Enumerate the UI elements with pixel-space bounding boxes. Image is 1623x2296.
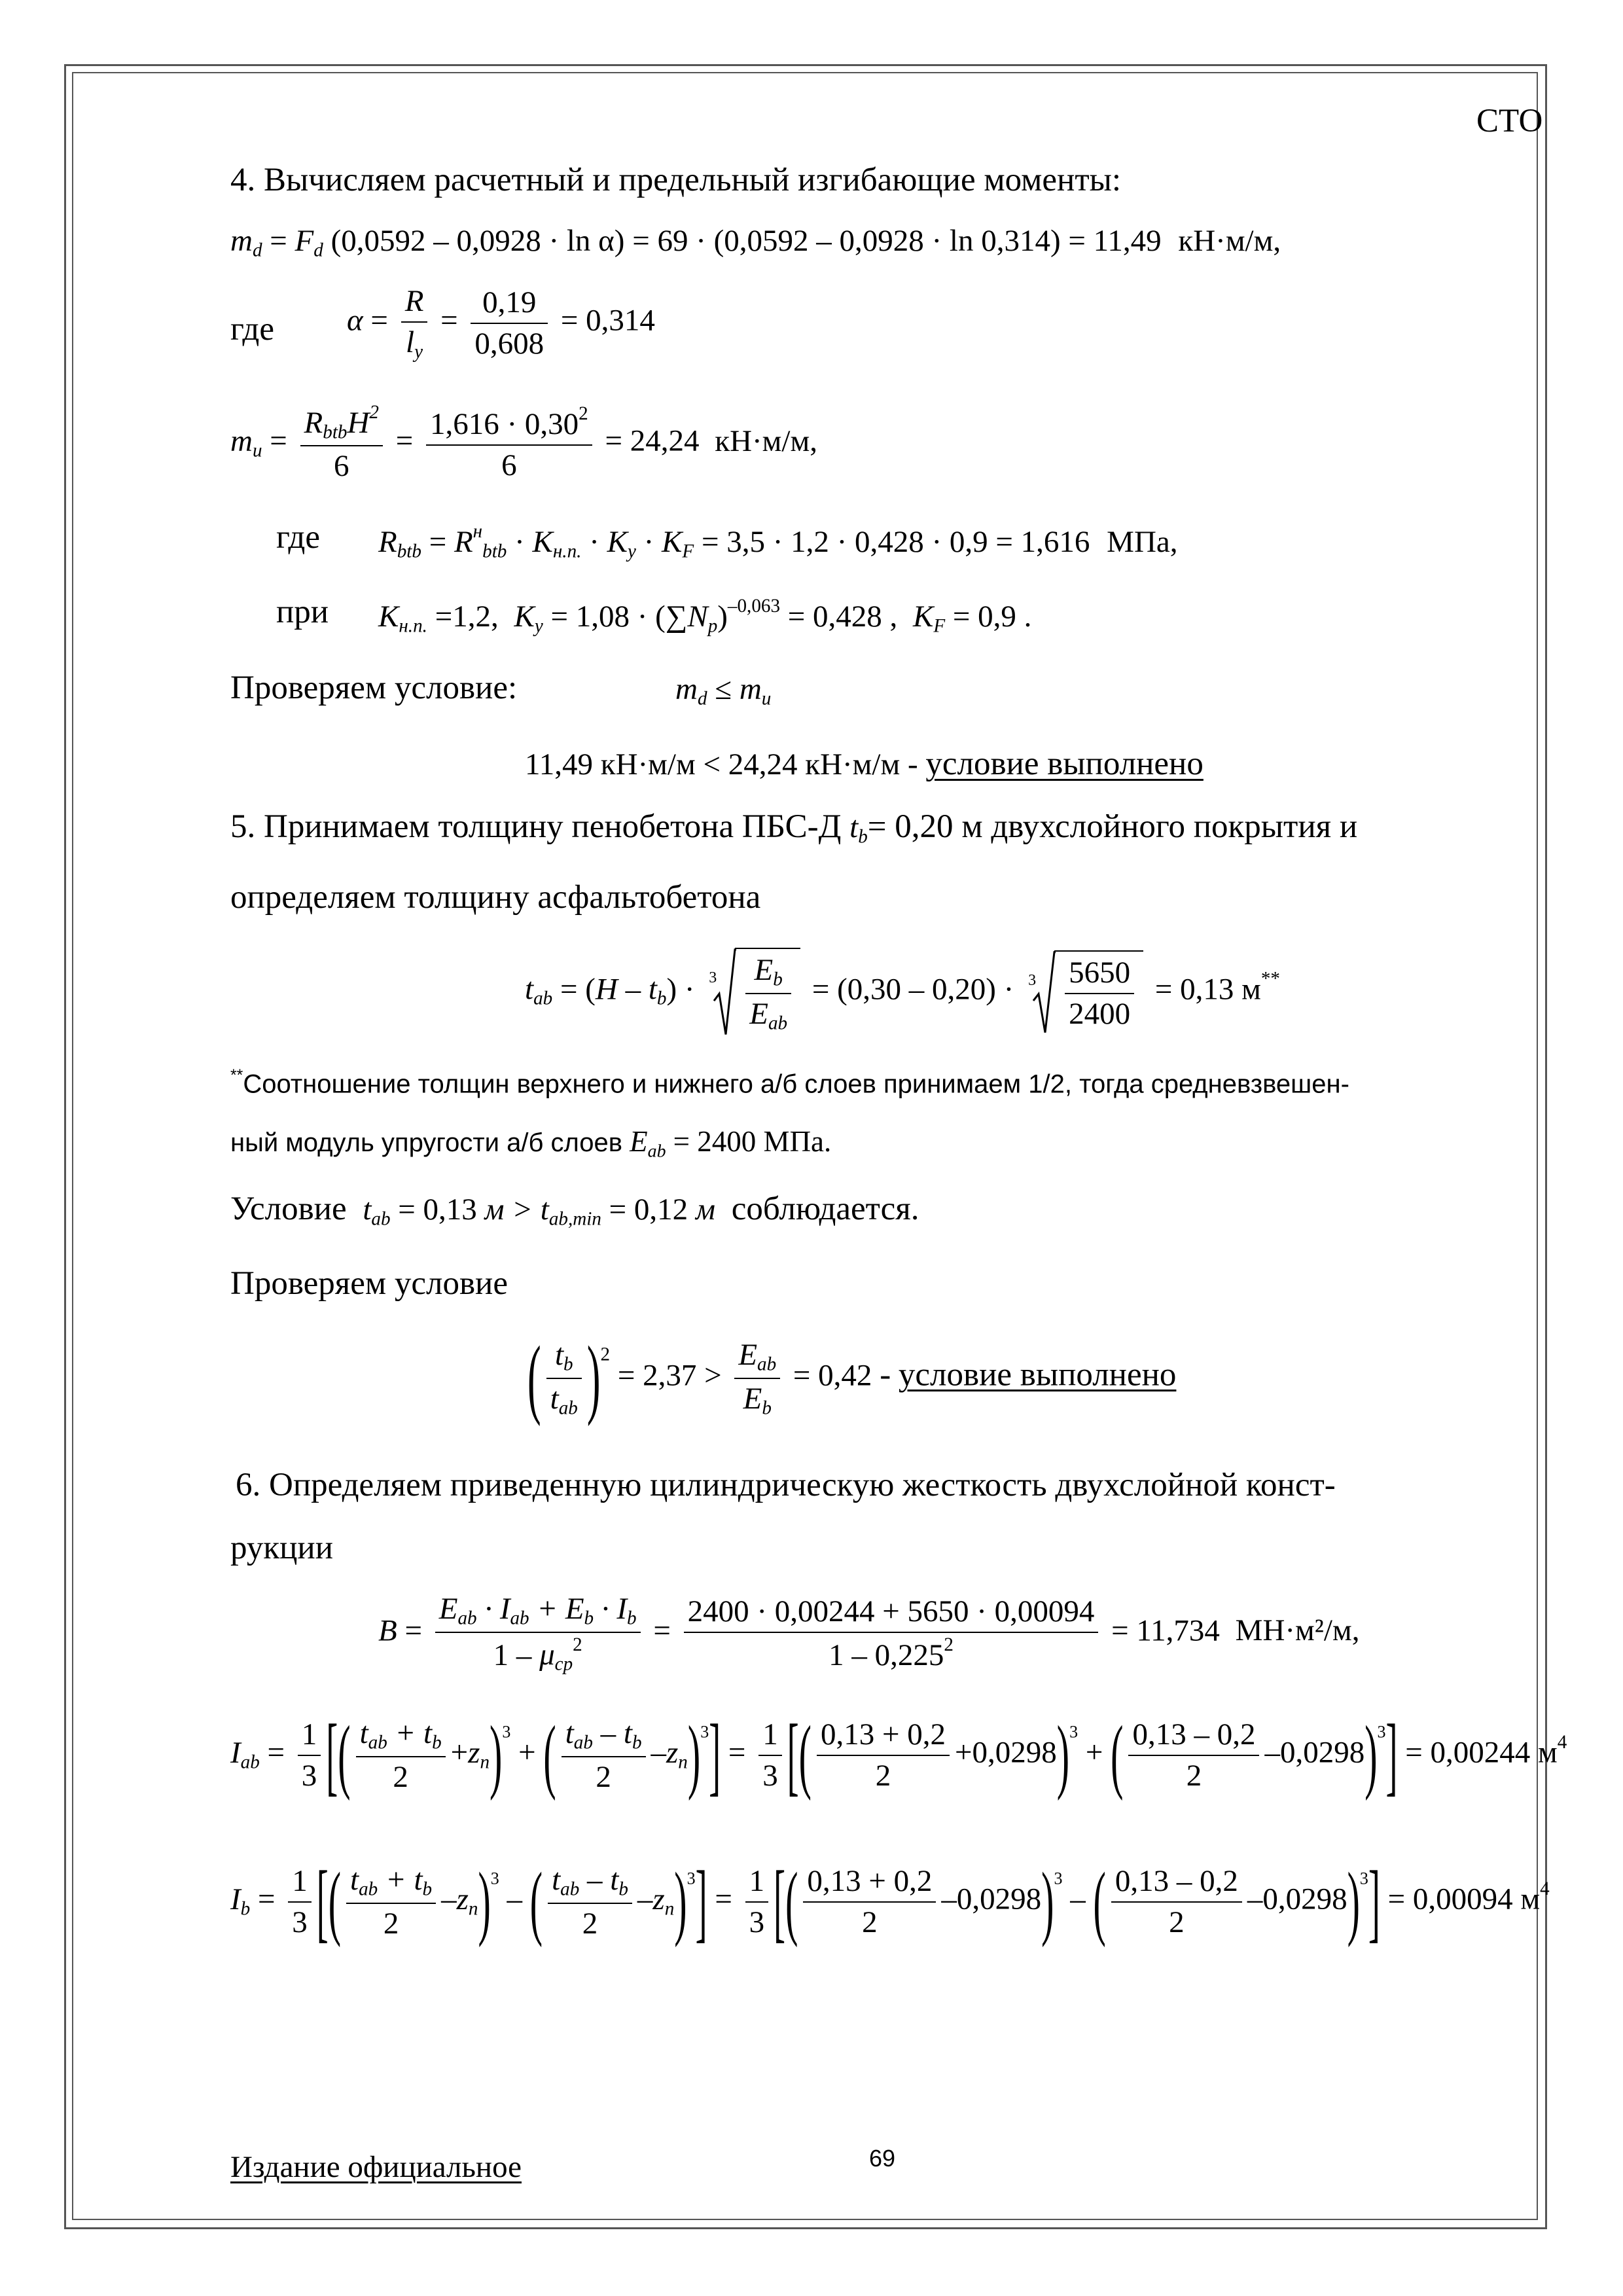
check-result-1: 11,49 кН·м/м < 24,24 кН·м/м - условие выполнено: [525, 745, 1204, 782]
step5-line1: 5. Принимаем толщину пенобетона ПБС-Д $t_b= 0,20$ м двухслойного покрытия и: [230, 808, 1358, 848]
condition-line: Условие $t_{ab} = 0,13$ $м > t_{ab,min} = 0,12$ м соблюдается.: [230, 1191, 919, 1230]
tab-formula: $t_{ab} = (H - t_b)$ · 3 $\frac{E_b}{E_{ab}}$ = (0,30 – 0,20) · 3 $\frac{5650}{2400}$ = 0,13 м**: [525, 948, 1280, 1036]
iab-formula: $I_{ab}$ = $\frac{1}{3}$ [( $\frac{t_{ab} + t_b}{2}$ $+z_n)^3$ + ( $\frac{t_{ab} - t_b}{2}$ $-z_n)^3$] = $\frac{1}{3}$ [( $\frac{0,13 + 0,2}{2}$ +0,0298)$^3$ + ( $\frac{0,13 - 0,2}{2}$ –0,0298)$^3$] = 0,00244 $м^4$: [230, 1706, 1567, 1804]
where-label-1: где: [230, 311, 274, 348]
at-label: при: [276, 594, 329, 630]
ib-formula: $I_b$ = $\frac{1}{3}$ [( $\frac{t_{ab} + t_b}{2}$ $-z_n)^3$ – ( $\frac{t_{ab} - t_b}{2}$ $-z_n)^3$] = $\frac{1}{3}$ [( $\frac{0,13 + 0,2}{2}$ –0,0298)$^3$ – ( $\frac{0,13 - 0,2}{2}$ –0,0298)$^3$] = 0,00094 $м^4$: [230, 1852, 1550, 1951]
header-code: СТО: [1476, 103, 1543, 139]
step6-line2: рукции: [230, 1530, 333, 1566]
step4-heading: 4. Вычисляем расчетный и предельный изгибающие моменты:: [230, 162, 1122, 198]
coefficients: $K_{н.п.} =1,2$, $K_y = 1,08 \cdot (\sum N_p)^{-0,063} = 0,428$ , $K_F = 0,9$ .: [378, 596, 1032, 637]
footnote-line1: **Соотношение толщин верхнего и нижнего а/б слоев принимаем 1/2, тогда средневзвешен-: [230, 1067, 1349, 1099]
alpha-formula: α = $\frac{R}{l_y}$ = $\frac{0,19}{0,608}$ = 0,314: [347, 281, 655, 365]
md-formula: $m_d = F_d$ (0,0592 – 0,0928 · ln α) = 69 · (0,0592 – 0,0928 · ln 0,314) = 11,49 кН·м/м,: [230, 224, 1281, 261]
check-label-1: Проверяем условие:: [230, 670, 518, 706]
condition-status-1: условие выполнено: [925, 745, 1204, 782]
ratio-check-formula: ( $\frac{t_b}{t_{ab}}$ )$^2$ = 2,37 > $\frac{E_{ab}}{E_b}$ = 0,42 - условие выполнено: [527, 1329, 1177, 1427]
step6-line1: 6. Определяем приведенную цилиндрическую жесткость двухслойной конст-: [236, 1467, 1336, 1503]
where-label-2: где: [276, 519, 320, 556]
page-number: 69: [869, 2145, 896, 2172]
check-label-2: Проверяем условие: [230, 1265, 508, 1302]
condition-md-mu: $m_d \le m_u$: [675, 672, 772, 709]
footnote-line2: ный модуль упругости а/б слоев $E_{ab} = 2400$ МПа.: [230, 1125, 832, 1162]
condition-status-2: условие выполнено: [898, 1356, 1177, 1393]
rbtb-formula: $R_{btb} = R^н_{btb} \cdot K_{н.п.} \cdot K_y \cdot K_F = 3,5 \cdot 1,2 \cdot 0,428 \cdot 0,9 = 1,616$ МПа,: [378, 521, 1178, 562]
step5-line2: определяем толщину асфальтобетона: [230, 879, 761, 916]
b-formula: B = $\frac{E_{ab} \cdot I_{ab} + E_b \cdot I_b}{1 - \mu_{cp}^2}$ = $\frac{2400 \cdot 0,00244 + 5650 \cdot 0,00094}{1 - 0,225^2}$ = 11,734 МН·м²/м,: [378, 1589, 1359, 1677]
mu-formula: $m_u$ = $\frac{R_{btb}H^2}{6}$ = $\frac{1,616 \cdot 0,30^2}{6}$ = 24,24 кН·м/м,: [230, 402, 817, 484]
edition-label: Издание официальное: [230, 2150, 522, 2184]
